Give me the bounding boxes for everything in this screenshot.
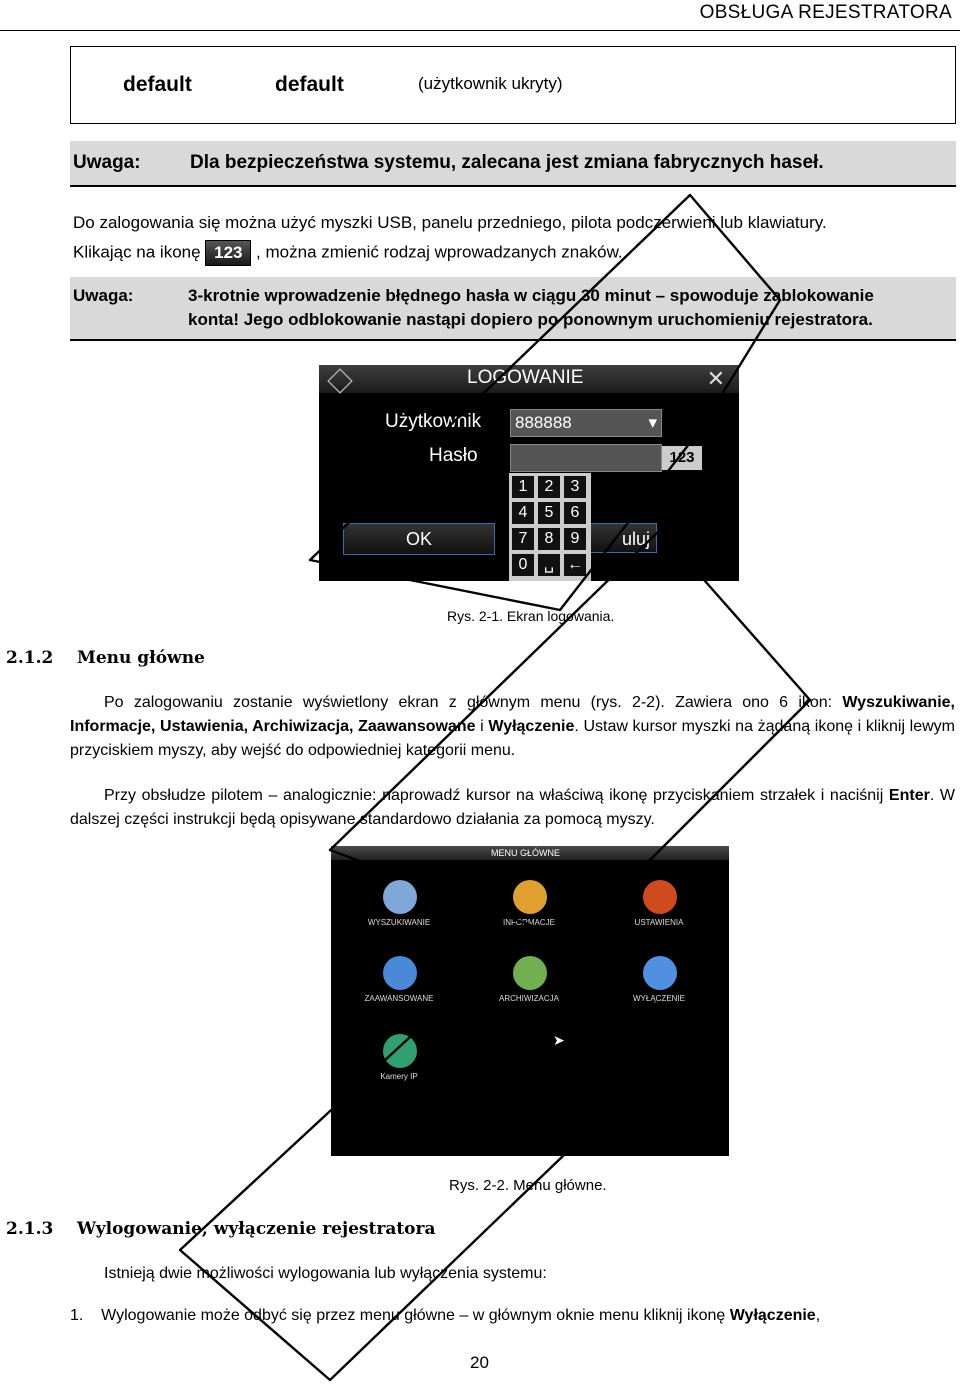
account-name-cell: default [123,73,192,96]
main-menu-screenshot [331,846,729,1156]
key-1[interactable]: 1 [512,476,534,498]
intro-line-2 [73,240,623,266]
menu-item-advanced[interactable] [359,956,439,1026]
section-number: 2.1.2 [6,648,54,668]
warning-line-2: konta! Jego odblokowanie nastąpi dopiero po ponownym uruchomieniu rejestratora. [188,310,873,329]
para-text: i [475,718,489,735]
para-text: Po zalogowaniu zostanie wyświetlony ekran z głównym menu (rys. 2-2). Zawiera ono 6 ikon: [104,694,843,711]
menu-item-label: INFORMACJE [503,918,555,927]
intro-line-2-prefix: Klikając na ikonę [73,242,201,262]
list-text: , [815,1307,821,1324]
warning-box-passwords [70,141,956,187]
menu-item-info[interactable] [489,880,569,950]
gear-icon [383,956,417,990]
page-number: 20 [470,1353,489,1372]
section-number: 2.1.3 [6,1219,54,1239]
intro-line-2-suffix: , można zmienić rodzaj wprowadzanych znaków. [256,242,623,262]
warning-text: Dla bezpieczeństwa systemu, zalecana jest zmiana fabrycznych haseł. [190,152,824,173]
power-icon [643,956,677,990]
info-icon [513,880,547,914]
menu-title: MENU GŁÓWNE [491,848,561,858]
key-5[interactable]: 5 [538,502,560,524]
menu-item-shutdown[interactable] [619,956,699,1026]
menu-item-label: USTAWIENIA [634,918,684,927]
menu-item-search[interactable] [359,880,439,950]
tools-icon [643,880,677,914]
user-select[interactable] [510,409,662,437]
key-8[interactable]: 8 [538,528,560,550]
key-2[interactable]: 2 [538,476,560,498]
para-text: . Ustaw kursor myszki na żądaną ikonę i kliknij lewym przyciskiem myszy, aby wejść do odpowiedniej kategorii menu. [70,718,955,759]
virtual-keypad [509,473,591,581]
paragraph-logout-intro: Istnieją dwie możliwości wylogowania lub wyłączenia systemu: [104,1265,547,1282]
para-bold-shutdown: Wyłączenie [488,718,575,735]
user-select-value: 888888 [515,413,572,432]
warning-box-lockout [70,277,956,341]
figure-caption-1: Rys. 2-1. Ekran logowania. [447,608,615,624]
chevron-down-icon: ▾ [648,413,657,432]
login-dialog-screenshot [319,365,739,581]
mouse-cursor-icon: ➤ [553,1032,565,1048]
menu-item-ip-cameras[interactable] [359,1034,439,1104]
archive-icon [513,956,547,990]
paragraph-remote [70,784,955,832]
camera-icon [383,1034,417,1068]
user-label: Użytkownik [385,411,482,432]
ok-button[interactable]: OK [343,523,495,555]
list-text: Wylogowanie może odbyć się przez menu główne – w głównym oknie menu kliknij ikonę [101,1307,730,1324]
figure-caption-2: Rys. 2-2. Menu główne. [449,1177,607,1194]
menu-item-label: Kamery IP [380,1072,418,1081]
header-rule [0,30,960,31]
warning-label: Uwaga: [73,286,134,305]
login-title: LOGOWANIE [467,367,584,388]
password-input[interactable] [510,444,662,472]
key-3[interactable]: 3 [564,476,586,498]
password-label: Hasło [429,445,478,466]
key-0[interactable]: 0 [512,554,534,576]
warning-line-1: 3-krotnie wprowadzenie błędnego hasła w ciągu 30 minut – spowoduje zablokowanie [188,286,874,305]
page-header-title: OBSŁUGA REJESTRATORA [699,2,952,23]
warning-label: Uwaga: [73,152,141,173]
section-title: Wylogowanie, wyłączenie rejestratora [77,1219,436,1239]
section-heading-logout [6,1219,436,1239]
account-note-cell: (użytkownik ukryty) [418,74,563,93]
input-mode-button[interactable]: 123 [662,446,702,470]
paragraph-main-menu [70,691,955,763]
account-password-cell: default [275,73,344,96]
key-space[interactable]: ␣ [538,554,560,576]
para-text: . W dalszej części instrukcji będą opisywane standardowo działania za pomocą myszy. [70,787,956,828]
menu-item-label: ARCHIWIZACJA [499,994,559,1003]
para-bold-icons: Wyszukiwanie, Informacje, Ustawienia, Archiwizacja, Zaawansowane [70,694,955,735]
key-7[interactable]: 7 [512,528,534,550]
key-backspace[interactable]: ← [564,554,586,576]
input-mode-icon: 123 [205,240,251,266]
list-bold-shutdown: Wyłączenie [729,1307,816,1324]
menu-item-label: ZAAWANSOWANE [364,994,434,1003]
intro-line-1: Do zalogowania się można użyć myszki USB, panelu przedniego, pilota podczerwieni lub klawiatury. [73,213,827,232]
list-item-1 [70,1307,955,1325]
close-icon[interactable]: ✕ [706,366,725,391]
para-bold-enter: Enter [888,787,930,804]
key-4[interactable]: 4 [512,502,534,524]
list-number: 1. [70,1307,84,1324]
cancel-button[interactable]: uluj [549,523,657,553]
default-account-table [70,46,956,124]
section-heading-menu [6,648,205,668]
key-6[interactable]: 6 [564,502,586,524]
menu-item-label: WYŁĄCZENIE [632,994,685,1003]
section-title: Menu główne [77,648,205,668]
search-icon [383,880,417,914]
para-text: Przy obsłudze pilotem – analogicznie: naprowadź kursor na właściwą ikonę przyciskaniem strzałek i naciśnij [104,787,889,804]
key-9[interactable]: 9 [564,528,586,550]
menu-item-archive[interactable] [489,956,569,1026]
menu-item-settings[interactable] [619,880,699,950]
menu-item-label: WYSZUKIWANIE [367,918,431,927]
